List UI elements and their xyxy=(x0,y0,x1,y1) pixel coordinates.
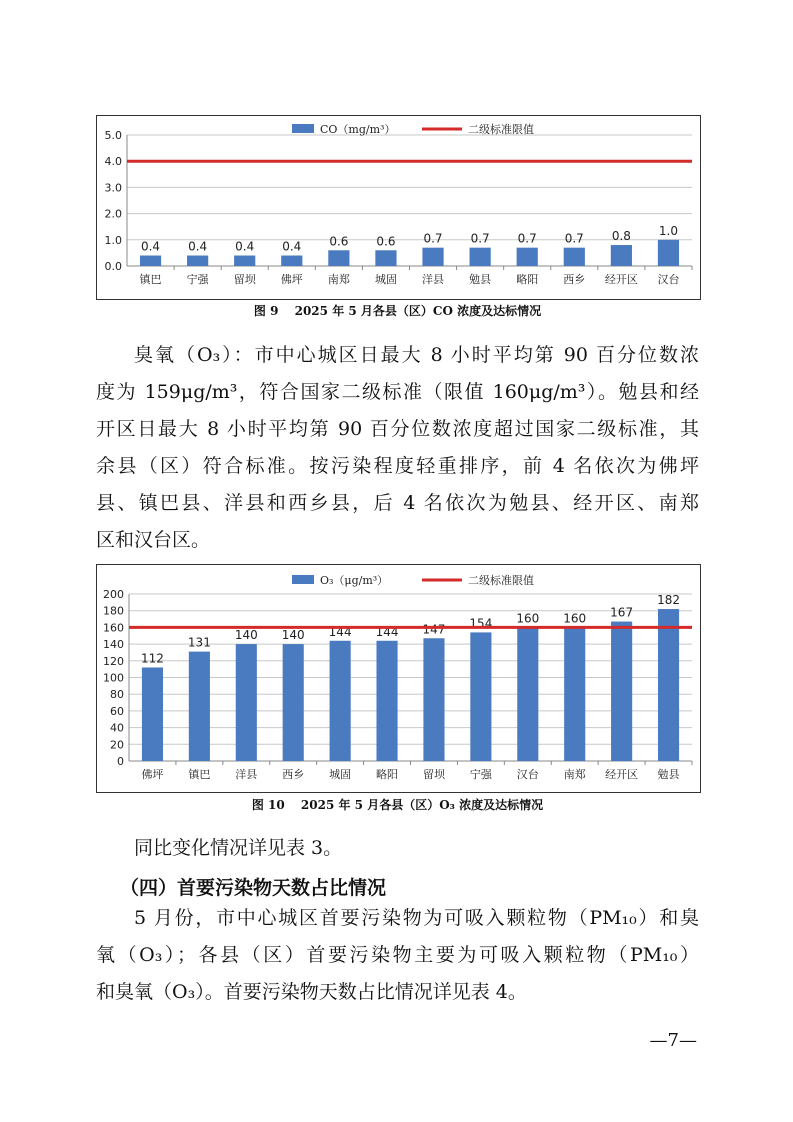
data-label: 0.7 xyxy=(517,231,537,246)
data-label: 182 xyxy=(657,593,680,608)
y-tick-label: 100 xyxy=(103,671,124,685)
legend-line-label: 二级标准限值 xyxy=(468,123,534,136)
data-label: 144 xyxy=(328,624,352,639)
x-tick-label: 城固 xyxy=(329,768,352,781)
x-tick-label: 略阳 xyxy=(516,273,539,286)
figure-10-caption: 图 10 2025 年 5 月各县（区）O₃ 浓度及达标情况 xyxy=(251,798,544,812)
o3-line-6: 区和汉台区。 xyxy=(96,529,211,551)
y-tick-label: 0.0 xyxy=(104,260,122,273)
data-label: 0.7 xyxy=(423,231,443,246)
data-label: 0.4 xyxy=(140,239,161,254)
bar xyxy=(330,641,351,761)
o3-chart xyxy=(96,564,701,793)
x-tick-label: 汉台 xyxy=(516,768,539,781)
data-label: 140 xyxy=(234,628,258,643)
x-tick-label: 洋县 xyxy=(422,273,445,286)
bar xyxy=(283,644,304,761)
bar xyxy=(189,652,210,761)
o3-line-5: 县、镇巴县、洋县和西乡县，后 4 名依次为勉县、经开区、南郑 xyxy=(96,492,699,514)
x-tick-label: 宁强 xyxy=(186,273,209,286)
data-label: 140 xyxy=(281,628,305,643)
legend-bar-label: O₃（μg/m³） xyxy=(320,574,389,587)
o3-line-3: 开区日最大 8 小时平均第 90 百分位数浓度超过国家二级标准，其 xyxy=(96,418,699,440)
bar xyxy=(658,609,679,761)
data-label: 160 xyxy=(516,611,540,626)
o3-chart-svg xyxy=(97,565,700,792)
y-tick-label: 200 xyxy=(103,588,124,601)
x-tick-label: 南郑 xyxy=(327,273,350,286)
legend-bar-label: CO（mg/m³） xyxy=(320,123,396,136)
y-tick-label: 2.0 xyxy=(104,207,122,221)
data-label: 0.8 xyxy=(611,229,631,244)
data-label: 131 xyxy=(187,635,211,650)
bar xyxy=(281,256,302,266)
y-tick-label: 60 xyxy=(110,704,124,718)
bar xyxy=(611,622,632,761)
x-tick-label: 佛坪 xyxy=(280,273,303,286)
legend-line-label: 二级标准限值 xyxy=(468,574,534,587)
x-tick-label: 镇巴 xyxy=(139,273,162,286)
data-label: 160 xyxy=(563,611,587,626)
bar xyxy=(187,256,208,266)
bar xyxy=(564,248,585,266)
bar xyxy=(564,627,585,761)
table3-reference xyxy=(96,830,699,867)
y-tick-label: 0 xyxy=(117,755,124,768)
x-tick-label: 佛坪 xyxy=(141,768,164,781)
y-tick-label: 5.0 xyxy=(104,129,122,142)
y-tick-label: 40 xyxy=(110,721,124,735)
primary-line-2: 氧（O₃）；各县（区）首要污染物主要为可吸入颗粒物（PM₁₀） xyxy=(96,944,699,966)
x-tick-label: 略阳 xyxy=(376,768,399,781)
x-tick-label: 西乡 xyxy=(282,768,305,781)
primary-pollutant-paragraph xyxy=(96,900,699,1011)
data-label: 0.6 xyxy=(329,234,349,249)
bar xyxy=(517,627,538,761)
bar xyxy=(236,644,257,761)
data-label: 0.4 xyxy=(282,239,302,254)
data-label: 0.7 xyxy=(564,231,584,246)
bar xyxy=(658,240,679,266)
bar xyxy=(422,248,443,266)
o3-line-2: 度为 159μg/m³，符合国家二级标准（限值 160μg/m³）。勉县和经 xyxy=(96,381,699,403)
section-heading: （四）首要污染物天数占比情况 xyxy=(120,877,387,899)
data-label: 112 xyxy=(141,651,164,666)
bar xyxy=(328,250,349,266)
bar xyxy=(234,256,255,266)
data-label: 147 xyxy=(422,622,446,637)
x-tick-label: 留坝 xyxy=(422,768,445,781)
data-label: 154 xyxy=(469,616,493,631)
y-tick-label: 160 xyxy=(103,621,124,635)
x-tick-label: 洋县 xyxy=(235,768,258,781)
data-label: 167 xyxy=(610,605,634,620)
data-label: 144 xyxy=(375,624,399,639)
bar xyxy=(517,248,538,266)
data-label: 0.4 xyxy=(235,239,255,254)
co-chart xyxy=(96,115,701,300)
x-tick-label: 西乡 xyxy=(563,273,586,286)
data-label: 0.4 xyxy=(188,239,208,254)
legend-bar-swatch xyxy=(292,575,314,584)
x-tick-label: 镇巴 xyxy=(188,768,211,781)
data-label: 0.7 xyxy=(470,231,490,246)
y-tick-label: 1.0 xyxy=(104,233,122,247)
x-tick-label: 宁强 xyxy=(469,768,492,781)
bar xyxy=(375,250,396,266)
figure-9-caption: 图 9 2025 年 5 月各县（区）CO 浓度及达标情况 xyxy=(253,304,542,318)
y-tick-label: 120 xyxy=(103,654,124,668)
data-label: 0.6 xyxy=(376,234,396,249)
x-tick-label: 经开区 xyxy=(605,768,639,781)
o3-line-1: 臭氧（O₃）：市中心城区日最大 8 小时平均第 90 百分位数浓 xyxy=(134,344,699,366)
bar xyxy=(423,638,444,761)
y-tick-label: 140 xyxy=(103,638,124,652)
y-tick-label: 80 xyxy=(110,688,124,702)
bar xyxy=(611,245,632,266)
x-tick-label: 城固 xyxy=(374,273,397,286)
x-tick-label: 勉县 xyxy=(469,273,492,286)
y-tick-label: 180 xyxy=(103,604,124,618)
bar xyxy=(470,248,491,266)
data-label: 1.0 xyxy=(658,223,679,238)
y-tick-label: 20 xyxy=(110,738,124,752)
primary-line-3: 和臭氧（O₃）。首要污染物天数占比情况详见表 4。 xyxy=(96,981,527,1003)
o3-line-4: 余县（区）符合标准。按污染程度轻重排序，前 4 名依次为佛坪 xyxy=(96,455,699,477)
co-chart-svg xyxy=(97,116,700,299)
y-tick-label: 4.0 xyxy=(104,155,122,169)
bar xyxy=(376,641,397,761)
bar xyxy=(470,632,491,761)
page-number: —7— xyxy=(649,1030,697,1051)
x-tick-label: 南郑 xyxy=(563,768,586,781)
x-tick-label: 经开区 xyxy=(604,273,638,286)
x-tick-label: 留坝 xyxy=(233,273,256,286)
x-tick-label: 勉县 xyxy=(657,768,680,781)
primary-line-1: 5 月份，市中心城区首要污染物为可吸入颗粒物（PM₁₀）和臭 xyxy=(134,907,699,929)
table3-reference-text: 同比变化情况详见表 3。 xyxy=(134,837,343,859)
o3-paragraph xyxy=(96,337,699,559)
bar xyxy=(142,667,163,761)
x-tick-label: 汉台 xyxy=(657,273,680,286)
legend-bar-swatch xyxy=(292,124,314,133)
y-tick-label: 3.0 xyxy=(104,181,122,195)
bar xyxy=(140,256,161,266)
